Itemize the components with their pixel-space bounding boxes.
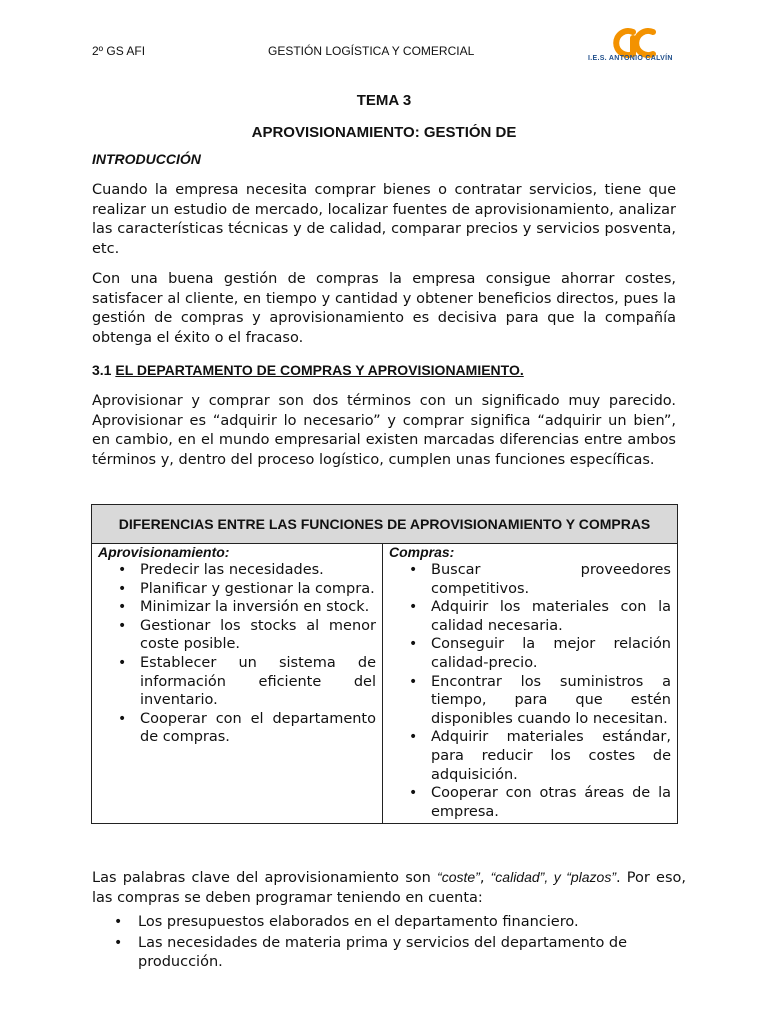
list-item: • Adquirir materiales estándar, para reducir los costes de adquisición. (389, 728, 671, 784)
table-title: DIFERENCIAS ENTRE LAS FUNCIONES DE APROVISIONAMIENTO Y COMPRAS (92, 505, 678, 544)
closing-sep: , y (544, 869, 567, 885)
logo-caption: I.E.S. ANTONIO CALVÍN (588, 55, 673, 62)
keyword-cost: “coste” (437, 869, 480, 885)
intro-paragraph-1: Cuando la empresa necesita comprar bienes o contratar servicios, tiene que realizar un estudio de mercado, localizar fuentes de aprovisionamiento, analizar las características técnicas y de calidad, comparar precios y servicios posventa, etc. (92, 182, 676, 257)
list-item: • Gestionar los stocks al menor coste posible. (98, 617, 376, 654)
list-item: • Encontrar los suministros a tiempo, para que estén disponibles cuando lo necesitan. (389, 673, 671, 729)
closing-text: Las palabras clave del aprovisionamiento son (92, 870, 438, 886)
purchasing-heading: Compras: (389, 544, 455, 560)
list-item: • Cooperar con el departamento de compras. (98, 710, 376, 747)
purchasing-column (383, 544, 678, 824)
list-item: • Predecir las necesidades. (98, 561, 376, 580)
topic-title: TEMA 3 (356, 92, 412, 109)
list-item: • Establecer un sistema de información eficiente del inventario. (98, 654, 376, 710)
list-item: • Planificar y gestionar la compra. (98, 580, 376, 599)
intro-heading: INTRODUCCIÓN (92, 151, 201, 167)
provisioning-heading: Aprovisionamiento: (98, 544, 230, 560)
section-heading (92, 362, 524, 378)
list-item: • Buscar proveedores competitivos. (389, 561, 671, 598)
list-item: • Las necesidades de materia prima y servicios del departamento de producción. (92, 934, 676, 973)
closing-list (92, 913, 676, 974)
topic-subtitle: APROVISIONAMIENTO: GESTIÓN DE (251, 124, 517, 137)
header-subject: GESTIÓN LOGÍSTICA Y COMERCIAL (268, 44, 475, 58)
closing-paragraph (92, 868, 686, 908)
closing-sep: , (479, 870, 491, 886)
provisioning-column (92, 544, 383, 824)
provisioning-list (98, 561, 376, 747)
keyword-quality: “calidad” (490, 869, 545, 885)
header-course: 2º GS AFI (92, 44, 146, 58)
keyword-deadlines: “plazos” (566, 869, 616, 885)
closing-text-end: . Por eso, las compras se deben programar teniendo en cuenta: (92, 870, 687, 906)
purchasing-list (389, 561, 671, 821)
section-title: EL DEPARTAMENTO DE COMPRAS Y APROVISIONAMIENTO. (115, 362, 524, 378)
list-item: • Cooperar con otras áreas de la empresa. (389, 784, 671, 821)
intro-paragraph-2: Con una buena gestión de compras la empresa consigue ahorrar costes, satisfacer al cliente, en tiempo y cantidad y obtener beneficios directos, pues la gestión de compras y aprovisionamiento es decisiva para que la compañía obtenga el éxito o el fracaso. (92, 271, 676, 346)
list-item: • Conseguir la mejor relación calidad-precio. (389, 635, 671, 672)
list-item: • Los presupuestos elaborados en el departamento financiero. (92, 913, 676, 933)
list-item: • Adquirir los materiales con la calidad necesaria. (389, 598, 671, 635)
differences-table (91, 504, 678, 824)
section-paragraph: Aprovisionar y comprar son dos términos con un significado muy parecido. Aprovisionar es “adquirir lo necesario” y comprar significa “adquirir un bien”, en cambio, en el mundo empresarial existen marcadas diferencias entre ambos términos y, dentro del proceso logístico, cumplen unas funciones específicas. (92, 393, 676, 468)
section-number: 3.1 (92, 362, 116, 378)
list-item: • Minimizar la inversión en stock. (98, 598, 376, 617)
